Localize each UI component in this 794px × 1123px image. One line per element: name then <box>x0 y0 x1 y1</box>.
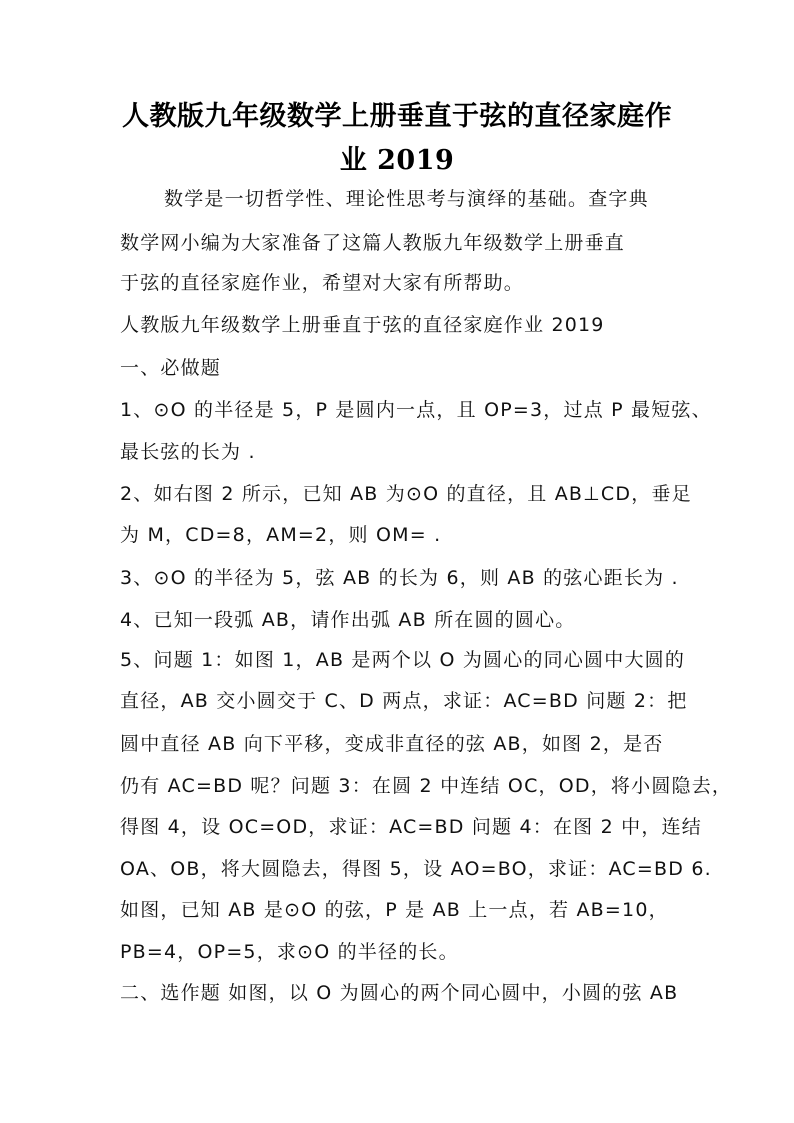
question-line: 为 M，CD=8，AM=2，则 OM= . <box>120 524 442 546</box>
question-line: 如图，已知 AB 是⊙O 的弦，P 是 AB 上一点，若 AB=10， <box>120 899 669 921</box>
question-line: 仍有 AC=BD 呢？问题 3：在圆 2 中连结 OC，OD，将小圆隐去， <box>120 775 733 797</box>
paragraph-line: 数学网小编为大家准备了这篇人教版九年级数学上册垂直 <box>120 232 626 254</box>
title-line-1: 人教版九年级数学上册垂直于弦的直径家庭作 <box>122 101 672 132</box>
question-line: 得图 4，设 OC=OD，求证：AC=BD 问题 4：在图 2 中，连结 <box>120 816 702 838</box>
section-heading: 二、选作题 如图，以 O 为圆心的两个同心圆中，小圆的弦 AB <box>120 982 679 1004</box>
section-heading: 一、必做题 <box>120 357 222 379</box>
question-line: 1、⊙O 的半径是 5，P 是圆内一点，且 OP=3，过点 P 最短弦、 <box>120 399 712 421</box>
question-line: PB=4，OP=5，求⊙O 的半径的长。 <box>120 941 459 963</box>
paragraph-line: 数学是一切哲学性、理论性思考与演绎的基础。查字典 <box>164 188 649 210</box>
question-line: 5、问题 1：如图 1，AB 是两个以 O 为圆心的同心圆中大圆的 <box>120 649 686 671</box>
question-line: OA、OB，将大圆隐去，得图 5，设 AO=BO，求证：AC=BD 6. <box>120 858 712 880</box>
title-line-2: 业 2019 <box>339 145 455 176</box>
question-line: 圆中直径 AB 向下平移，变成非直径的弦 AB，如图 2，是否 <box>120 733 664 755</box>
question-line: 直径，AB 交小圆交于 C、D 两点，求证：AC=BD 问题 2：把 <box>120 690 688 712</box>
question-line: 最长弦的长为 . <box>120 441 256 463</box>
question-line: 3、⊙O 的半径为 5，弦 AB 的长为 6，则 AB 的弦心距长为 . <box>120 567 679 589</box>
question-line: 4、已知一段弧 AB，请作出弧 AB 所在圆的圆心。 <box>120 609 576 631</box>
question-line: 2、如右图 2 所示，已知 AB 为⊙O 的直径，且 AB⊥CD，垂足 <box>120 483 692 505</box>
paragraph-line: 于弦的直径家庭作业，希望对大家有所帮助。 <box>120 272 525 294</box>
paragraph-line: 人教版九年级数学上册垂直于弦的直径家庭作业 2019 <box>120 314 605 336</box>
